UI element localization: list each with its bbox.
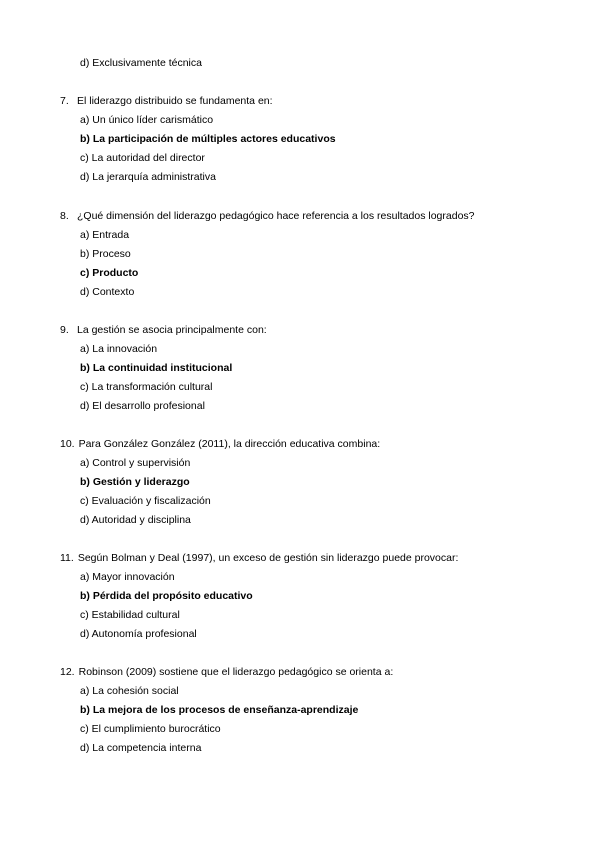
answer-option-correct: b) La continuidad institucional bbox=[80, 362, 233, 374]
question-7 bbox=[60, 95, 273, 108]
question-9 bbox=[60, 324, 267, 337]
question-number: 8. bbox=[60, 210, 69, 222]
question-10 bbox=[60, 438, 380, 451]
answer-option: c) La autoridad del director bbox=[80, 152, 205, 164]
question-number: 9. bbox=[60, 324, 69, 336]
question-11 bbox=[60, 552, 458, 565]
lead-option: d) Exclusivamente técnica bbox=[80, 57, 202, 69]
question-text: Para González González (2011), la dirección educativa combina: bbox=[78, 438, 381, 450]
answer-option: a) La innovación bbox=[80, 343, 158, 355]
answer-option: a) Control y supervisión bbox=[80, 457, 191, 469]
answer-option: a) Entrada bbox=[80, 229, 130, 241]
answer-option: c) El cumplimiento burocrático bbox=[80, 723, 221, 735]
answer-option: c) Estabilidad cultural bbox=[80, 609, 180, 621]
question-number: 7. bbox=[60, 95, 69, 107]
question-text: Robinson (2009) sostiene que el liderazgo pedagógico se orienta a: bbox=[78, 666, 394, 678]
answer-option: d) La competencia interna bbox=[80, 742, 202, 754]
answer-option: d) El desarrollo profesional bbox=[80, 400, 205, 412]
question-12 bbox=[60, 666, 393, 679]
question-text: La gestión se asocia principalmente con: bbox=[77, 324, 267, 336]
answer-option: a) La cohesión social bbox=[80, 685, 179, 697]
answer-option-correct: b) La participación de múltiples actores educativos bbox=[80, 133, 336, 145]
answer-option: d) Contexto bbox=[80, 286, 135, 298]
answer-option: c) La transformación cultural bbox=[80, 381, 213, 393]
question-number: 12. bbox=[60, 666, 75, 678]
answer-option-correct: b) Gestión y liderazgo bbox=[80, 476, 190, 488]
question-text: Según Bolman y Deal (1997), un exceso de gestión sin liderazgo puede provocar: bbox=[77, 552, 459, 564]
question-text: ¿Qué dimensión del liderazgo pedagógico hace referencia a los resultados logrados? bbox=[77, 210, 475, 222]
question-text: El liderazgo distribuido se fundamenta en: bbox=[77, 95, 273, 107]
answer-option: d) La jerarquía administrativa bbox=[80, 171, 216, 183]
question-number: 11. bbox=[60, 552, 74, 564]
answer-option: a) Mayor innovación bbox=[80, 571, 175, 583]
answer-option: d) Autonomía profesional bbox=[80, 628, 197, 640]
answer-option: b) Proceso bbox=[80, 248, 131, 260]
question-8 bbox=[60, 210, 475, 223]
answer-option: d) Autoridad y disciplina bbox=[80, 514, 191, 526]
question-number: 10. bbox=[60, 438, 75, 450]
answer-option-correct: b) Pérdida del propósito educativo bbox=[80, 590, 253, 602]
answer-option-correct: b) La mejora de los procesos de enseñanza-aprendizaje bbox=[80, 704, 359, 716]
answer-option: a) Un único líder carismático bbox=[80, 114, 214, 126]
answer-option-correct: c) Producto bbox=[80, 267, 139, 279]
answer-option: c) Evaluación y fiscalización bbox=[80, 495, 211, 507]
